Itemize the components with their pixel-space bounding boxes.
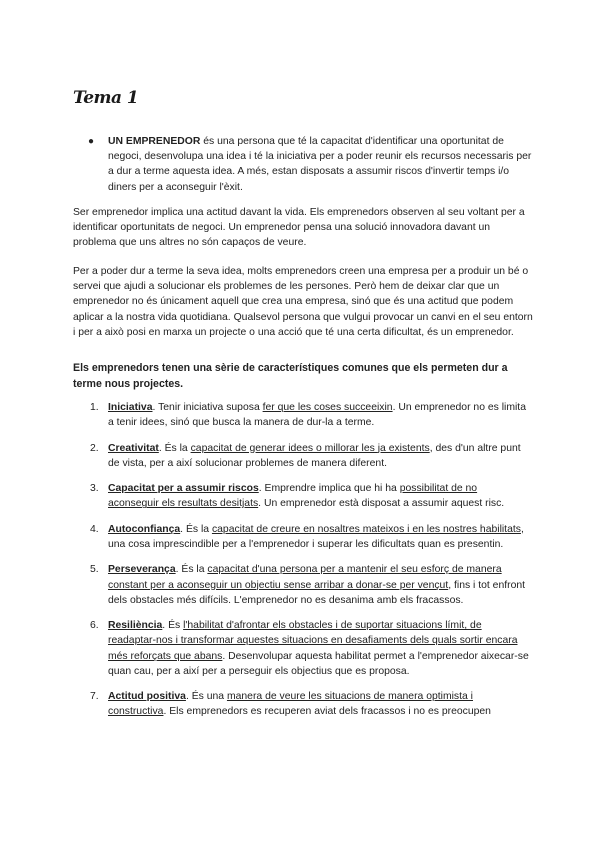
bullet-description: és una persona que té la capacitat d'identificar una oportunitat de negoci, desenvolupa una idea i té la iniciativa per a poder reunir els recursos necessaris per a dur a terme aquesta idea. A més, estan disposats a assumir riscos d'invertir temps i/o diners per a aconseguir l'èxit.	[108, 136, 532, 193]
page-title: Tema 1	[73, 88, 139, 108]
item-term: Capacitat per a assumir riscos	[108, 483, 259, 495]
item-term: Actitud positiva	[108, 691, 186, 703]
item-term: Perseverança	[108, 564, 176, 576]
item-term: Autoconfiança	[108, 523, 181, 535]
item-term: Resiliència	[108, 620, 163, 632]
paragraph-1: Ser emprenedor implica una actitud davant la vida. Els emprenedors observen al seu voltant per a identificar oportunitats de negoci. Un emprenedor pensa una solució innovadora davant un problema que uns altres no són capaços de veure.	[73, 207, 525, 249]
bullet-text	[108, 134, 535, 195]
paragraph-2: Per a poder dur a terme la seva idea, molts emprenedors creen una empresa per a produir un bé o servei que ajudi a solucionar els problemes de les persones. Però hem de deixar clar que un emprenedor no és únicament aquell que crea una empresa, sinó que és una actitud que podem aplicar a la nostra vida quotidiana. Qualsevol persona que vulgui provocar un canvi en el seu entorn i per a això posi en marxa un projecte o una acció que té una certa dificultat, és un emprenedor.	[73, 266, 533, 338]
item-term: Iniciativa	[108, 402, 153, 413]
list-item: 4. Autoconfiança. És la capacitat de creure en nosaltres mateixos i en les nostres habilitats, una cosa imprescindible per a l'emprenedor i superar les dificultats quan es presentin.	[90, 523, 524, 550]
item-term: Creativitat	[108, 442, 159, 454]
definition-bullet	[90, 134, 535, 195]
list-item: 1. Iniciativa. Tenir iniciativa suposa fer que les coses succeeixin. Un emprenedor no es limita a tenir idees, sinó que busca la manera de dur-la a terme.	[90, 402, 526, 429]
bullet-term: UN EMPRENEDOR	[108, 136, 201, 147]
list-item: 2. Creativitat. És la capacitat de generar idees o millorar les ja existents, des d'un altre punt de vista, per a així solucionar problemes de manera diferent.	[90, 442, 521, 469]
list-item: 6. Resiliència. És l'habilitat d'afrontar els obstacles i de suportar situacions límit, de readaptar-nos i transformar aquestes situacions en desafiaments dels quals sortir encara més reforçats que abans. Desenvolupar aquesta habilitat permet a l'emprenedor aixecar-se quan cau, per a així per a perseguir els objectius que es proposa.	[90, 620, 529, 677]
bullet-dot-icon: ●	[88, 136, 95, 147]
list-item: 7. Actitud positiva. És una manera de veure les situacions de manera optimista i constructiva. Els emprenedors es recuperen aviat dels fracassos i no es preocupen	[90, 691, 491, 718]
list-item: 5. Perseverança. És la capacitat d'una persona per a mantenir el seu esforç de manera constant per a aconseguir un objectiu sense arribar a donar-se per vençut, fins i tot enfront dels obstacles més difícils. L'emprenedor no es desanima amb els fracassos.	[90, 564, 526, 606]
section-heading: Els emprenedors tenen una sèrie de característiques comunes que els permeten dur a terme nous projectes.	[73, 362, 508, 390]
list-item: 3. Capacitat per a assumir riscos. Emprendre implica que hi ha possibilitat de no aconseguir els resultats desitjats. Un emprenedor està disposat a assumir aquest risc.	[90, 483, 505, 510]
characteristics-list	[90, 400, 530, 730]
